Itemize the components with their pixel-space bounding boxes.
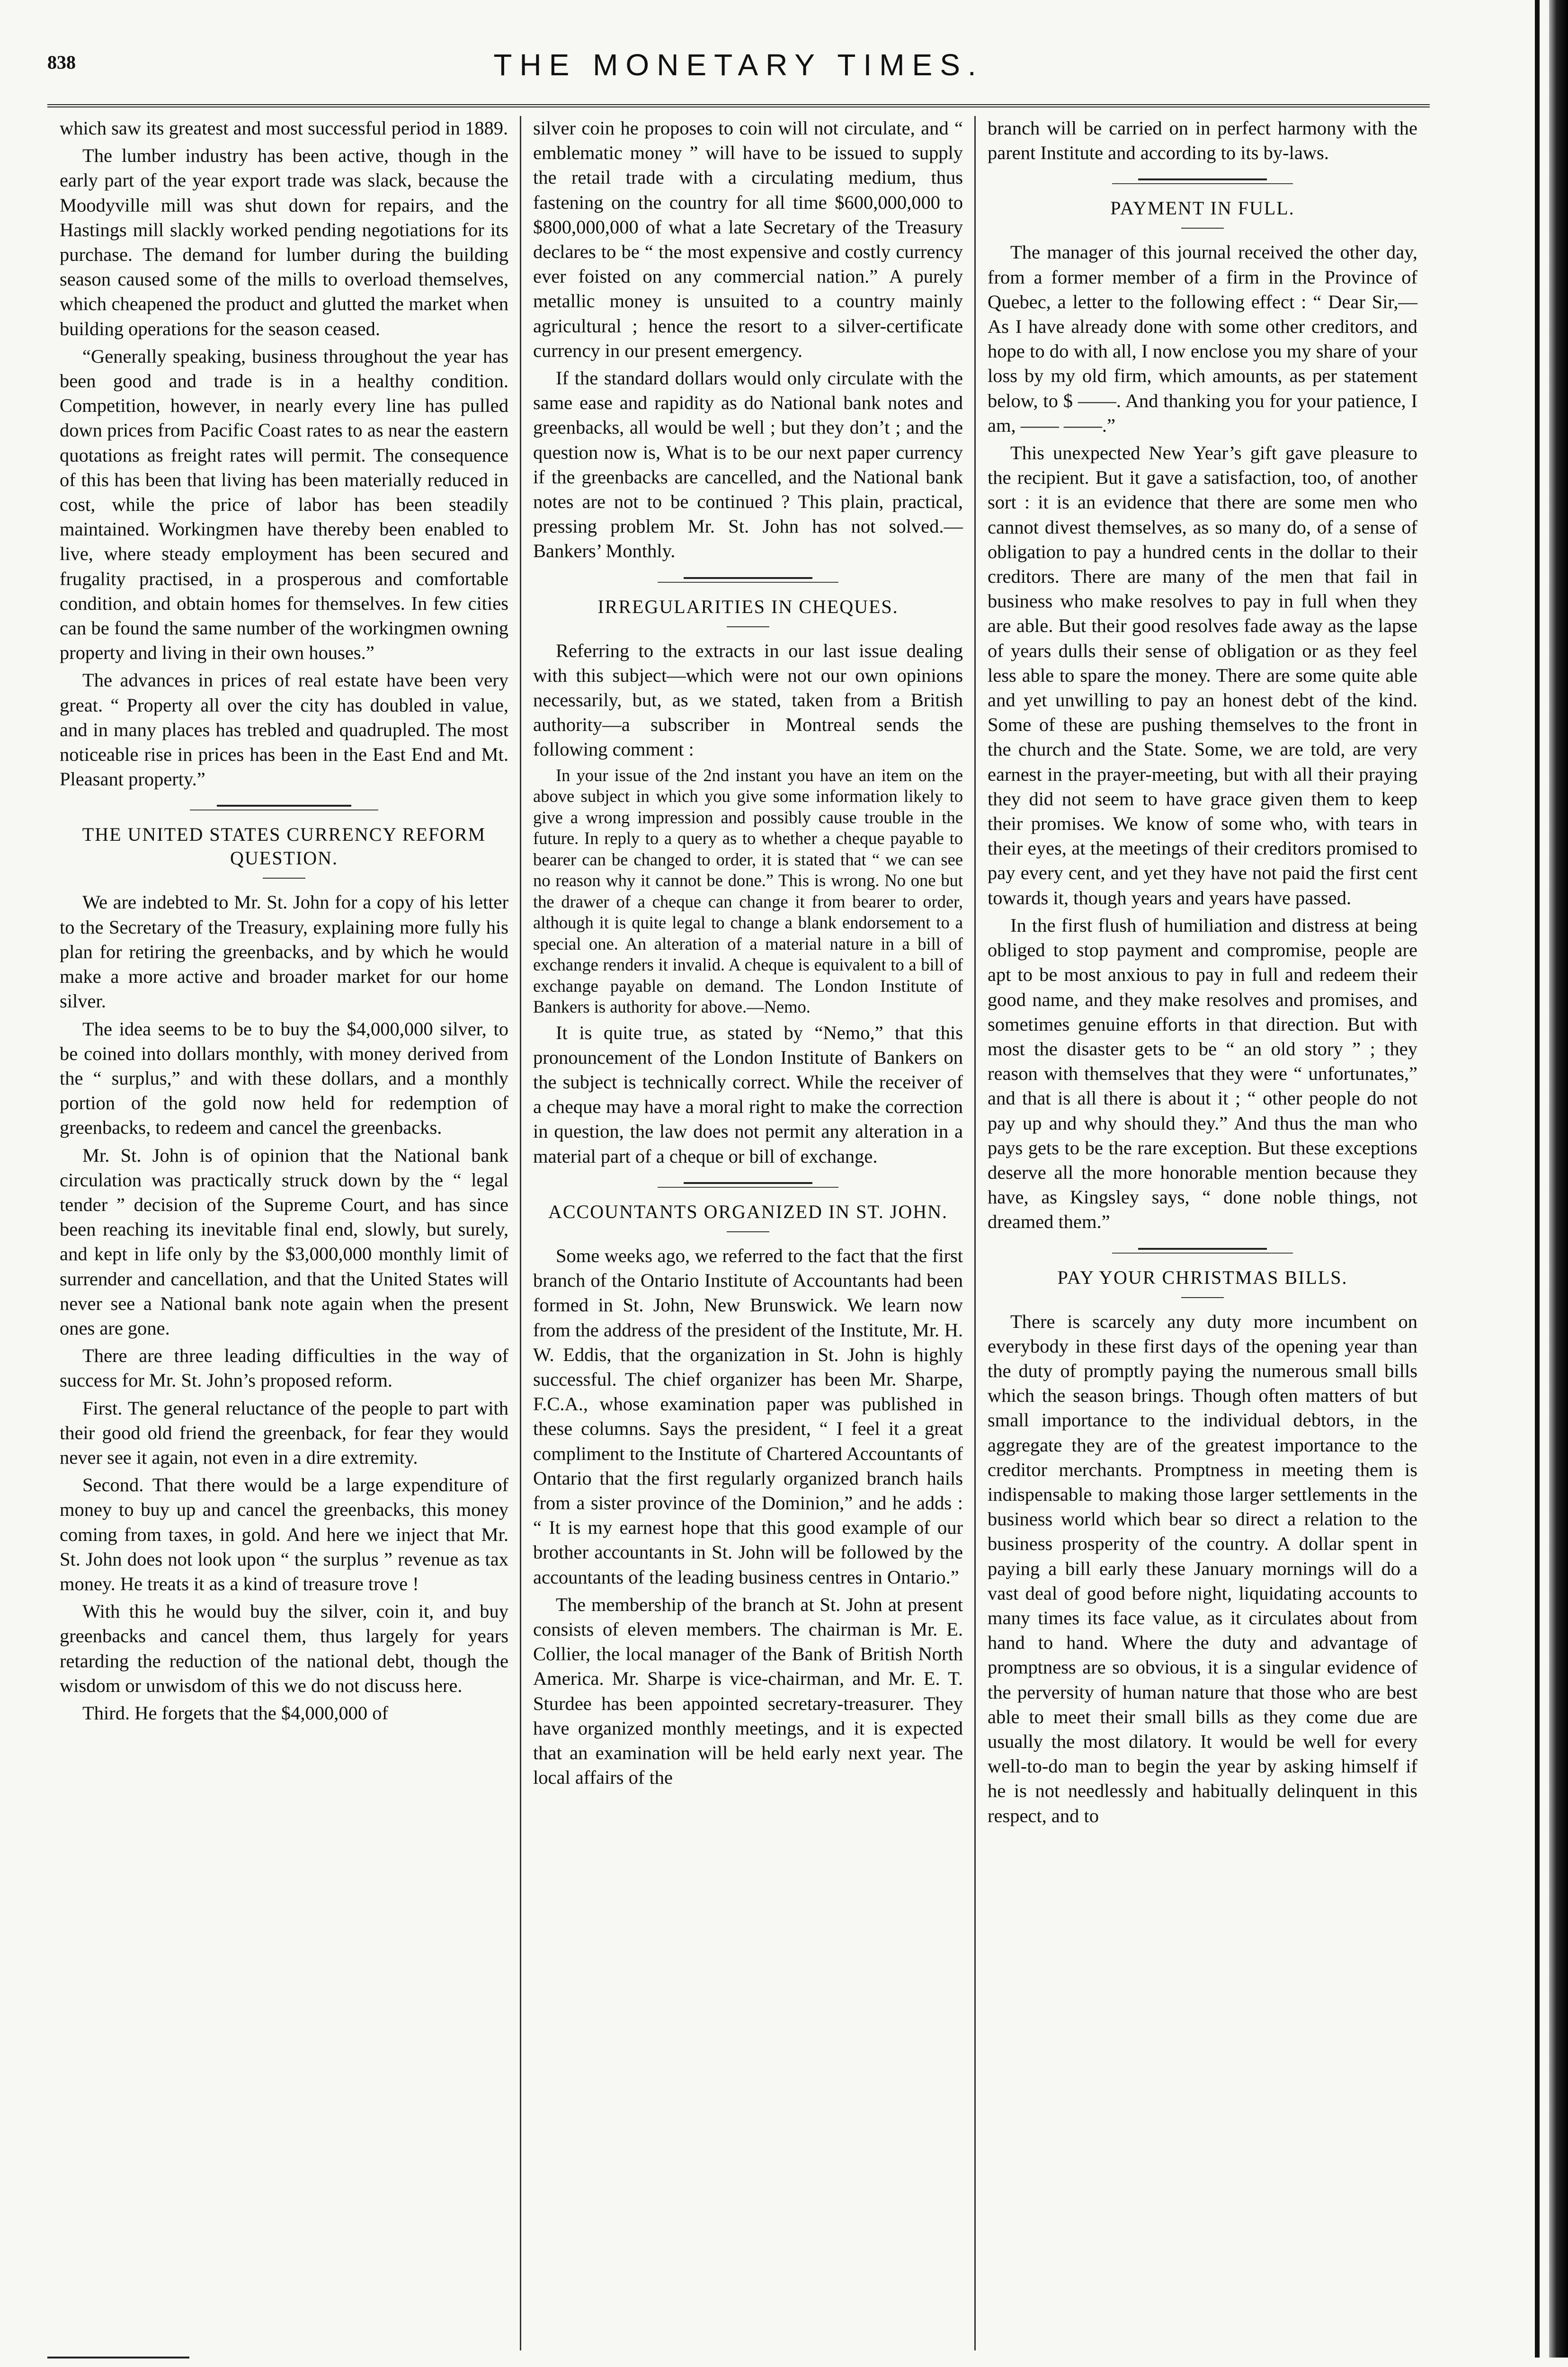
paragraph: The membership of the branch at St. John at present consists of eleven members. The chairman is Mr. E. Collier, the local manager of the Bank of British North America. Mr. Sharpe is vice-chairman, and Mr. E. T. Sturdee has been appointed secretary-treasurer. They have organized monthly meetings, and it is expected that an examination will be held early next year. The local affairs of the bbox=[533, 1593, 963, 1789]
section-separator bbox=[988, 168, 1417, 196]
paragraph: There are three leading difficulties in the way of success for Mr. St. John’s proposed reform. bbox=[60, 1345, 508, 1391]
article-headline: IRREGULARITIES IN CHEQUES. bbox=[597, 596, 899, 617]
masthead: THE MONETARY TIMES. bbox=[493, 48, 984, 82]
paragraph: The lumber industry has been active, though in the early part of the year export trade was slack, because the Moodyville mill was shut down for repairs, and the Hastings mill slackly worked pending negotiations for its purchase. The demand for lumber during the building season caused some of the mills to overload themselves, which cheapened the product and glutted the market when building operations for the season ceased. bbox=[60, 145, 508, 339]
paragraph: In the first flush of humiliation and distress at being obliged to stop payment and compromise, people are apt to be most anxious to pay in full and redeem their good name, and they make resolves and promises, and sometimes genuine efforts in that direction. But with most the disaster gets to be “ an old story ” ; they reason with themselves that they were “ unfortunates,” and that is all there is about it ; “ other people do not pay up and why should they.” And thus the man who pays gets to be the rare exception. But these exceptions deserve all the more honorable mention because they have, as Kingsley says, “ done noble things, not dreamed them.” bbox=[988, 914, 1417, 1233]
paragraph: It is quite true, as stated by “Nemo,” that this pronouncement of the London Institute of Bankers on the subject is technically correct. While the receiver of a cheque may have a moral right to make the correction in question, the law does not permit any alteration in a material part of a cheque or bill of exchange. bbox=[533, 1022, 963, 1167]
paragraph: which saw its greatest and most successful period in 1889. bbox=[60, 117, 508, 139]
paragraph: Second. That there would be a large expenditure of money to buy up and cancel the greenbacks, this money coming from taxes, in gold. And here we inject that Mr. St. John does not look upon “ the surplus ” revenue as tax money. He treats it as a kind of treasure trove ! bbox=[60, 1474, 508, 1594]
column-2 bbox=[521, 116, 975, 2355]
paragraph: “Generally speaking, business throughout the year has been good and trade is in a healthy condition. Competition, however, in nearly every line has pulled down prices from Pacific Coast rates to as near the eastern quotations as freight rates will permit. The consequence of this has been that living has been materially reduced in cost, while the price of labor has been steadily maintained. Workingmen have thereby been enabled to live, where steady employment has been secured and frugality practised, in a prosperous and comfortable condition, and obtain homes for themselves. In few cities can be found the same number of the workingmen owning property and living in their own houses.” bbox=[60, 345, 508, 664]
section-separator bbox=[988, 1237, 1417, 1266]
headline-rule bbox=[1181, 228, 1224, 229]
paragraph: This unexpected New Year’s gift gave pleasure to the recipient. But it gave a satisfaction, too, of another sort : it is an evidence that there are some men who cannot divest themselves, as so many do, of a sense of obligation to pay a hundred cents in the dollar to their creditors. There are many of the men that fail in business who make resolves to pay in full when they are able. But their good resolves fade away as the lapse of years dulls their sense of obligation or as they feel less able to spare the money. There are some quite able and yet unwilling to pay an honest debt of the kind. Some of these are pushing themselves to the front in the church and the State. Some, we are told, are very earnest in the prayer-meeting, but with all their praying they did not seem to have grace given them to keep their promises. We know of some who, with tears in their eyes, at the meetings of their creditors promised to pay every cent, and yet they have not paid the first cent towards it, though years and years have passed. bbox=[988, 442, 1417, 908]
binding-shadow bbox=[1535, 0, 1540, 2358]
paragraph: The advances in prices of real estate have been very great. “ Property all over the city has doubled in value, and in many places has trebled and quadrupled. The most noticeable rise in prices has been in the East End and Mt. Pleasant property.” bbox=[60, 669, 508, 790]
column-1 bbox=[47, 116, 521, 2355]
footer-mark bbox=[47, 2357, 189, 2358]
paragraph: Mr. St. John is of opinion that the National bank circulation was practically struck down by the “ legal tender ” decision of the Supreme Court, and has since been reaching its inevitable final end, slowly, but surely, and kept in life only by the $3,000,000 monthly limit of surrender and cancellation, and that the United States will never see a National bank note again when the present ones are gone. bbox=[60, 1144, 508, 1339]
paragraph: The idea seems to be to buy the $4,000,000 silver, to be coined into dollars monthly, with money derived from the “ surplus,” and with these dollars, and a monthly portion of the gold now held for redemption of greenbacks, to redeem and cancel the greenbacks. bbox=[60, 1018, 508, 1139]
article-headline: ACCOUNTANTS ORGANIZED IN ST. JOHN. bbox=[548, 1201, 948, 1222]
paragraph: There is scarcely any duty more incumbent on everybody in these first days of the opening year than the duty of promptly paying the numerous small bills which the season brings. Though often matters of but small importance to the individual debtors, in the aggregate they are of the greatest importance to the creditor merchants. Promptness in meeting them is indispensable to making those larger settlements in the business world which bear so direct a relation to the business prosperity of the country. A dollar spent in paying a bill early these January mornings will do a vast deal of good before night, liquidating accounts to many times its face value, as it circulates about from hand to hand. Where the duty and advantage of promptness are so obvious, it is a singular evidence of the perversity of human nature that those who are best able to meet their small bills as they come due are usually the most dilatory. It would be well for every well-to-do man to begin the year by asking himself if he is not needlessly and habitually delinquent in this respect, and to bbox=[988, 1310, 1417, 1826]
headline-rule bbox=[727, 1231, 769, 1232]
paragraph: Third. He forgets that the $4,000,000 of bbox=[82, 1702, 389, 1724]
paragraph: With this he would buy the silver, coin it, and buy greenbacks and cancel them, thus largely for years retarding the reduction of the national debt, though the wisdom or unwisdom of this we do not discuss here. bbox=[60, 1601, 508, 1696]
section-separator bbox=[533, 567, 963, 595]
quoted-letter: In your issue of the 2nd instant you have an item on the above subject in which you give some information likely to give a wrong impression and possibly cause trouble in the future. In reply to a query as to whether a cheque payable to bearer can be changed to order, it is stated that “ we can see no reason why it cannot be done.” This is wrong. No one but the drawer of a cheque can change it from bearer to order, although it is quite legal to change a blank endorsement to a special one. An alteration of a material nature in a bill of exchange renders it invalid. A cheque is equivalent to a bill of exchange payable on demand. The London Institute of Bankers is authority for above.—Nemo. bbox=[533, 765, 963, 1017]
column-3 bbox=[975, 116, 1430, 2355]
article-headline: PAY YOUR CHRISTMAS BILLS. bbox=[1057, 1266, 1348, 1288]
article-headline: PAYMENT IN FULL. bbox=[1110, 197, 1295, 219]
paragraph: Some weeks ago, we referred to the fact that the first branch of the Ontario Institute of Accountants had been formed in St. John, New Brunswick. We learn now from the address of the president of the Institute, Mr. H. W. Eddis, that the organization in St. John is highly successful. The chief organizer has been Mr. Sharpe, F.C.A., whose examination paper was published in these columns. Says the president, “ I feel it a great compliment to the Institute of Chartered Accountants of Ontario that the first regularly organized branch hails from a sister province of the Dominion,” and he adds : “ It is my earnest hope that this good example of our brother accountants in St. John will be followed by the accountants of the leading business centres in Ontario.” bbox=[533, 1245, 963, 1588]
paragraph: The manager of this journal received the other day, from a former member of a firm in the Province of Quebec, a letter to the following effect : “ Dear Sir,—As I have already done with some other creditors, and hope to do with all, I now enclose you my share of your loss by my old firm, which amounts, as per statement below, to $ ——. And thanking you for your patience, I am, —— ——.” bbox=[988, 241, 1417, 436]
paragraph: First. The general reluctance of the people to part with their good old friend the greenback, for fear they would never see it again, not even in a dire extremity. bbox=[60, 1397, 508, 1468]
paragraph: branch will be carried on in perfect harmony with the parent Institute and according to its by-laws. bbox=[988, 117, 1417, 164]
header-rule bbox=[47, 104, 1430, 107]
paragraph: If the standard dollars would only circulate with the same ease and rapidity as do National bank notes and greenbacks, all would be well ; but they don’t ; and the question now is, What is to be our next paper currency if the greenbacks are cancelled, and the National bank notes are not to be continued ? This plain, practical, pressing problem Mr. St. John has not solved.—Bankers’ Monthly. bbox=[533, 367, 963, 562]
section-separator bbox=[533, 1172, 963, 1200]
section-separator bbox=[60, 794, 508, 823]
headline-rule bbox=[263, 878, 305, 879]
page-number: 838 bbox=[47, 52, 76, 73]
page-edge-shadow bbox=[1549, 0, 1568, 2358]
paragraph: Referring to the extracts in our last issue dealing with this subject—which were not our own opinions necessarily, but, as we stated, taken from a British authority—a subscriber in Montreal sends the following comment : bbox=[533, 640, 963, 760]
paragraph: We are indebted to Mr. St. John for a copy of his letter to the Secretary of the Treasury, explaining more fully his plan for retiring the greenbacks, and by which he would make a more active and broader market for our home silver. bbox=[60, 891, 508, 1012]
paragraph: silver coin he proposes to coin will not circulate, and “ emblematic money ” will have to be issued to supply the retail trade with a circulating medium, thus fastening on the country for all time $600,000,000 to $800,000,000 of what a late Secretary of the Treasury declares to be “ the most expensive and costly currency ever foisted on any commercial nation.” A purely metallic money is unsuited to a country mainly agricultural ; hence the resort to a silver-certificate currency in our present emergency. bbox=[533, 117, 963, 361]
headline-rule bbox=[727, 626, 769, 627]
headline-rule bbox=[1181, 1297, 1224, 1298]
article-headline: THE UNITED STATES CURRENCY REFORM QUESTION. bbox=[82, 824, 486, 869]
running-head bbox=[47, 47, 1430, 90]
